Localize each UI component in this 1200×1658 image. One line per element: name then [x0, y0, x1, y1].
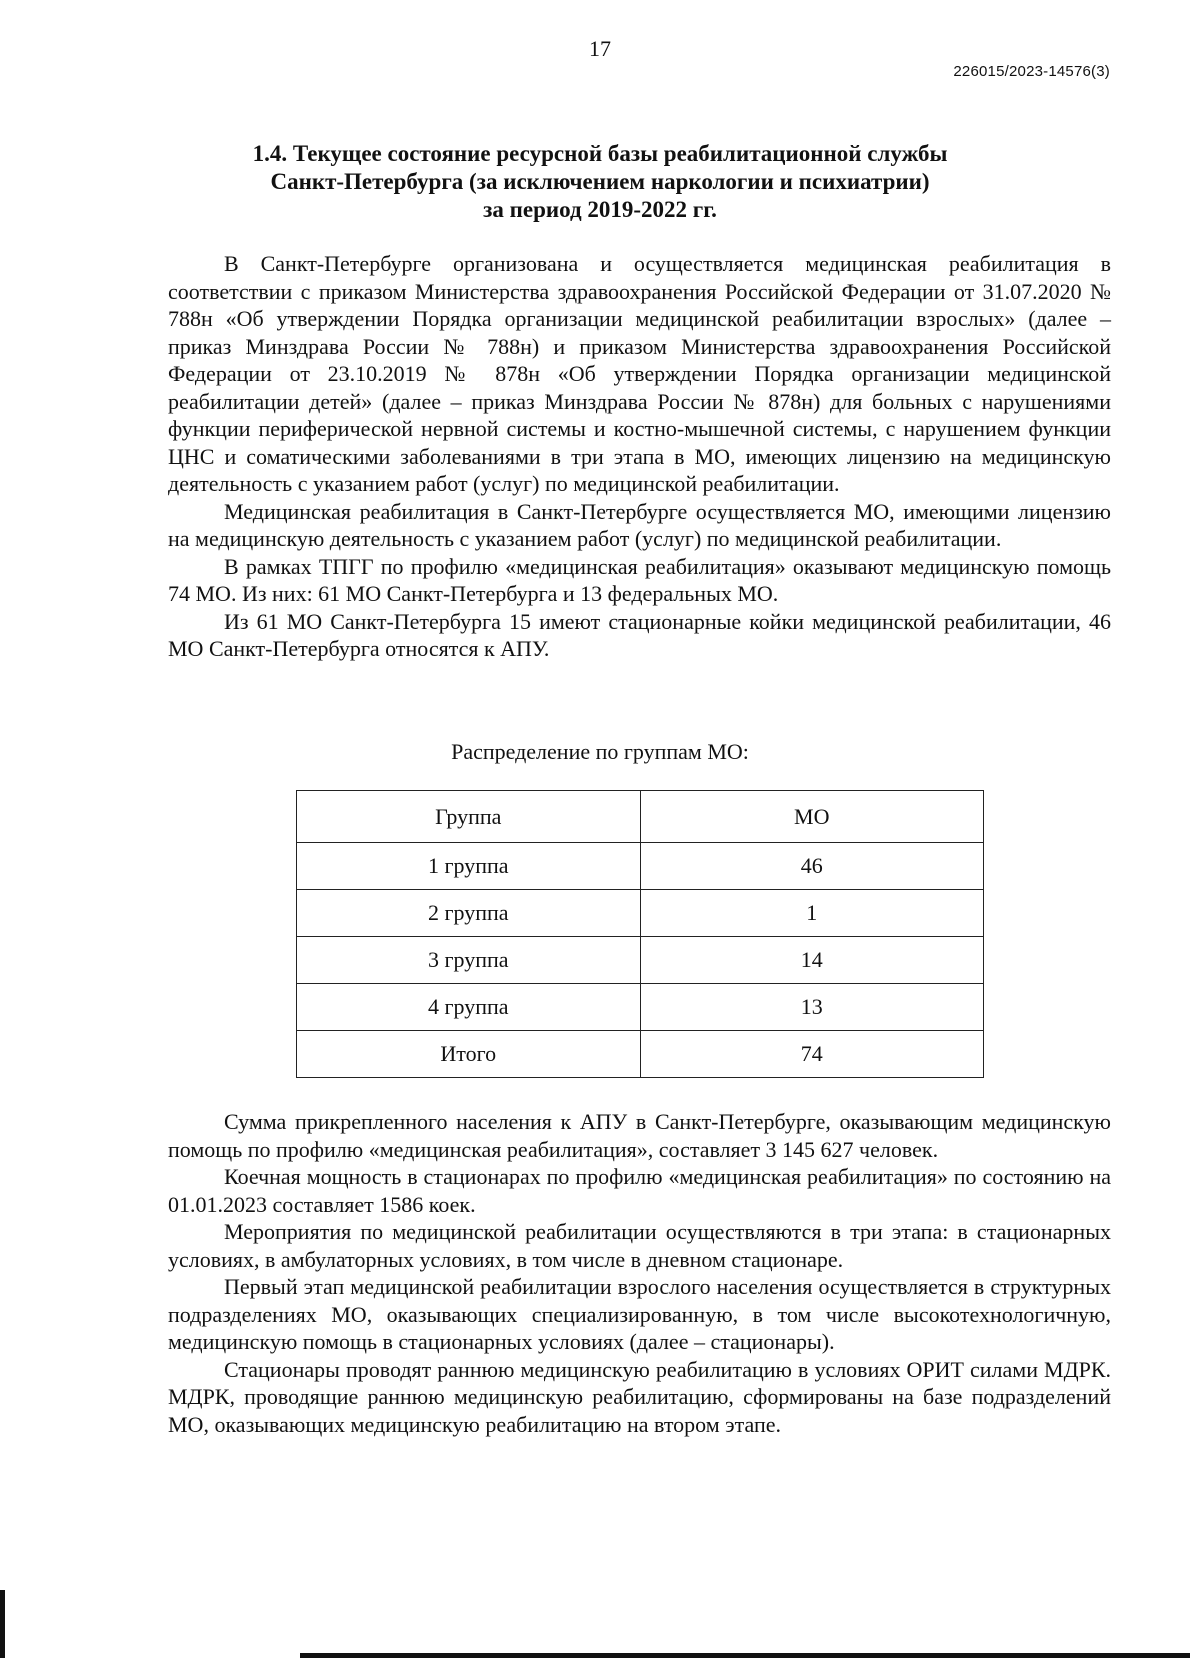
group-cell: 1 группа — [297, 843, 641, 890]
paragraph: В рамках ТПГГ по профилю «медицинская реабилитация» оказывают медицинскую помощь 74 МО. Из них: 61 МО Санкт-Петербурга и 13 федеральных МО. — [168, 553, 1111, 606]
mo-count-cell: 46 — [640, 843, 984, 890]
table-row — [297, 843, 984, 890]
paragraph: Сумма прикрепленного населения к АПУ в Санкт-Петербурге, оказывающим медицинскую помощь по профилю «медицинская реабилитация», составляет 3 145 627 человек. — [168, 1109, 1111, 1162]
table-caption: Распределение по группам МО: — [451, 739, 749, 764]
section-heading — [0, 140, 1200, 224]
total-value-cell: 74 — [640, 1031, 984, 1078]
paragraph: Медицинская реабилитация в Санкт-Петербурге осуществляется МО, имеющими лицензию на медицинскую деятельность с указанием работ (услуг) по медицинской реабилитации. — [168, 498, 1111, 551]
paragraph: В Санкт-Петербурге организована и осуществляется медицинская реабилитация в соответствии с приказом Министерства здравоохранения Российской Федерации от 31.07.2020 № 788н «Об утверждении Порядка организации медицинской реабилитации взрослых» (далее – приказ Минздрава России № 788н) и приказом Министерства здравоохранения Российской Федерации от 23.10.2019 № 878н «Об утверждении Порядка организации медицинской реабилитации детей» (далее – приказ Минздрава России № 878н) для больных с нарушениями функции периферической нервной системы и костно-мышечной системы, с нарушением функции ЦНС и соматическими заболеваниями в три этапа в МО, имеющих лицензию на медицинскую деятельность с указанием работ (услуг) по медицинской реабилитации. — [168, 251, 1111, 496]
group-cell: 4 группа — [297, 984, 641, 1031]
heading-line-3: за период 2019-2022 гг. — [483, 197, 717, 222]
mo-count-cell: 14 — [640, 937, 984, 984]
paragraph: Из 61 МО Санкт-Петербурга 15 имеют стационарные койки медицинской реабилитации, 46 МО Санкт-Петербурга относятся к АПУ. — [168, 608, 1111, 661]
group-cell: 3 группа — [297, 937, 641, 984]
intro-text — [168, 250, 1111, 663]
groups-table — [296, 790, 984, 1078]
column-header-group: Группа — [297, 791, 641, 843]
summary-text — [168, 1108, 1111, 1438]
paragraph: Первый этап медицинской реабилитации взрослого населения осуществляется в структурных подразделениях МО, оказывающих специализированную, в том числе высокотехнологичную, медицинскую помощь в стационарных условиях (далее – стационары). — [168, 1274, 1111, 1354]
mo-count-cell: 1 — [640, 890, 984, 937]
table-total-row — [297, 1031, 984, 1078]
mo-count-cell: 13 — [640, 984, 984, 1031]
heading-line-1: 1.4. Текущее состояние ресурсной базы реабилитационной службы — [252, 141, 948, 166]
table-row — [297, 890, 984, 937]
page-number: 17 — [589, 36, 611, 61]
paragraph: Мероприятия по медицинской реабилитации осуществляются в три этапа: в стационарных условиях, в амбулаторных условиях, в том числе в дневном стационаре. — [168, 1219, 1111, 1272]
document-id: 226015/2023-14576(3) — [953, 63, 1110, 80]
table-row — [297, 984, 984, 1031]
column-header-mo: МО — [640, 791, 984, 843]
table-header-row — [297, 791, 984, 843]
paragraph: Коечная мощность в стационарах по профилю «медицинская реабилитация» по состоянию на 01.01.2023 составляет 1586 коек. — [168, 1164, 1111, 1217]
table-row — [297, 937, 984, 984]
scan-edge-mark — [0, 1590, 5, 1658]
scan-bottom-bar — [300, 1653, 1190, 1658]
group-cell: 2 группа — [297, 890, 641, 937]
paragraph: Стационары проводят раннюю медицинскую реабилитацию в условиях ОРИТ силами МДРК. МДРК, проводящие раннюю медицинскую реабилитацию, сформированы на базе подразделений МО, оказывающих медицинскую реабилитацию на втором этапе. — [168, 1356, 1111, 1437]
heading-line-2: Санкт-Петербурга (за исключением наркологии и психиатрии) — [270, 169, 930, 194]
total-label-cell: Итого — [297, 1031, 641, 1078]
